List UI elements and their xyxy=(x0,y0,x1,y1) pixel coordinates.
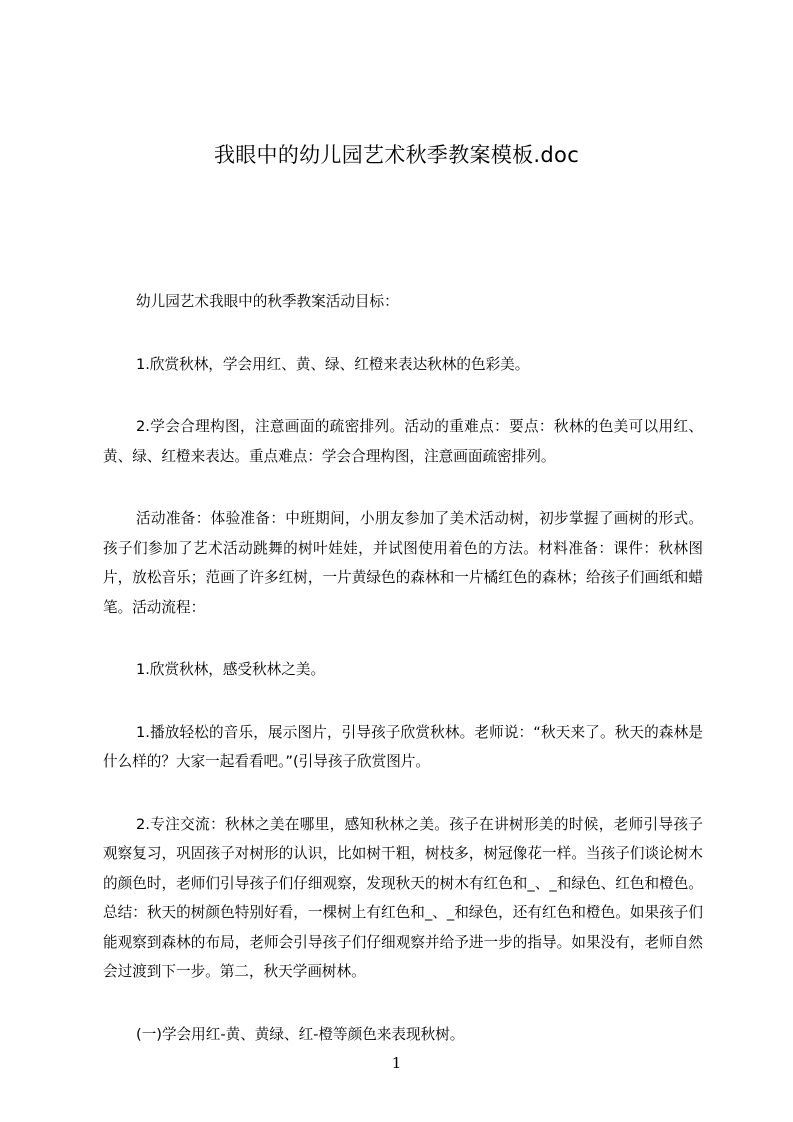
paragraph: 2.学会合理构图，注意画面的疏密排列。活动的重难点：要点：秋林的色美可以用红、黄、绿、红橙来表达。重点难点：学会合理构图，注意画面疏密排列。 xyxy=(103,418,703,465)
document-title: 我眼中的幼儿园艺术秋季教案模板.doc xyxy=(213,143,580,167)
paragraph: 幼儿园艺术我眼中的秋季教案活动目标： xyxy=(136,293,399,310)
paragraph: 2.专注交流：秋林之美在哪里，感知秋林之美。孩子在讲树形美的时候，老师引导孩子观察复习，巩固孩子对树形的认识，比如树干粗，树枝多，树冠像花一样。当孩子们谈论树木的颜色时，老师们引导孩子们仔细观察，发现秋天的树木有红色和_、_和绿色、红色和橙色。总结：秋天的树颜色特别好看，一棵树上有红色和_、_和绿色，还有红色和橙色。如果孩子们能观察到森林的布局，老师会引导孩子们仔细观察并给予进一步的指导。如果没有，老师自然会过渡到下一步。第二，秋天学画树林。 xyxy=(103,815,703,980)
paragraph: 1.欣赏秋林，学会用红、黄、绿、红橙来表达秋林的色彩美。 xyxy=(136,355,530,373)
paragraph: 1.播放轻松的音乐，展示图片，引导孩子欣赏秋林。老师说：“秋天来了。秋天的森林是什么样的？大家一起看看吧。”(引导孩子欣赏图片。 xyxy=(103,723,703,770)
page-number: 1 xyxy=(391,1054,402,1072)
document-body xyxy=(103,287,703,1082)
paragraph: 活动准备：体验准备：中班期间，小朋友参加了美术活动树，初步掌握了画树的形式。孩子们参加了艺术活动跳舞的树叶娃娃，并试图使用着色的方法。材料准备：课件：秋林图片，放松音乐；范画了许多红树，一片黄绿色的森林和一片橘红色的森林；给孩子们画纸和蜡笔。活动流程： xyxy=(103,510,703,616)
paragraph: (一)学会用红-黄、黄绿、红-橙等颜色来表现秋树。 xyxy=(136,1025,465,1043)
paragraph: 1.欣赏秋林，感受秋林之美。 xyxy=(136,661,326,678)
